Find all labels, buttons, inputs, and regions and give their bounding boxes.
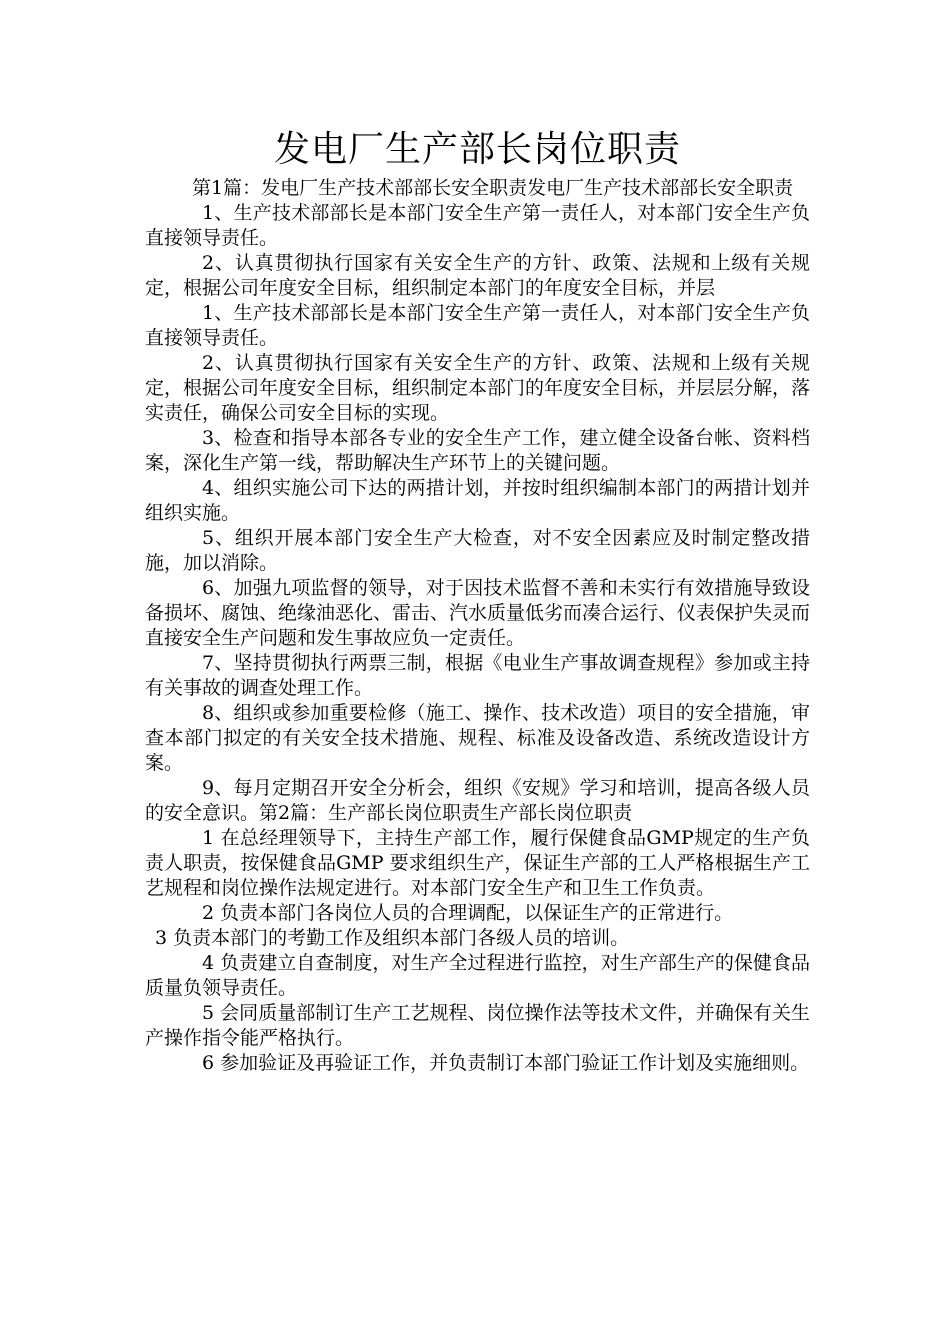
paragraph: 2、认真贯彻执行国家有关安全生产的方针、政策、法规和上级有关规定，根据公司年度安全目标，组织制定本部门的年度安全目标，并层 bbox=[145, 252, 810, 299]
paragraph: 2 负责本部门各岗位人员的合理调配，以保证生产的正常进行。 bbox=[202, 902, 734, 924]
paragraph: 1、生产技术部部长是本部门安全生产第一责任人，对本部门安全生产负直接领导责任。 bbox=[145, 302, 810, 349]
paragraph: 4、组织实施公司下达的两措计划，并按时组织编制本部门的两措计划并组织实施。 bbox=[145, 477, 810, 524]
paragraph: 3 负责本部门的考勤工作及组织本部门各级人员的培训。 bbox=[155, 927, 630, 949]
paragraph: 3、检查和指导本部各专业的安全生产工作，建立健全设备台帐、资料档案，深化生产第一线，帮助解决生产环节上的关键问题。 bbox=[145, 427, 810, 474]
document-page bbox=[145, 124, 810, 1076]
paragraph: 2、认真贯彻执行国家有关安全生产的方针、政策、法规和上级有关规定，根据公司年度安全目标，组织制定本部门的年度安全目标，并层层分解，落实责任，确保公司安全目标的实现。 bbox=[145, 352, 811, 424]
paragraph: 9、每月定期召开安全分析会，组织《安规》学习和培训，提高各级人员的安全意识。第2篇：生产部长岗位职责生产部长岗位职责 bbox=[145, 777, 810, 824]
document-body bbox=[145, 176, 810, 1076]
paragraph: 第1篇：发电厂生产技术部部长安全职责发电厂生产技术部部长安全职责 bbox=[192, 177, 794, 199]
paragraph: 1、生产技术部部长是本部门安全生产第一责任人，对本部门安全生产负直接领导责任。 bbox=[145, 202, 810, 249]
paragraph: 6 参加验证及再验证工作，并负责制订本部门验证工作计划及实施细则。 bbox=[202, 1052, 810, 1074]
paragraph: 5 会同质量部制订生产工艺规程、岗位操作法等技术文件，并确保有关生产操作指令能严格执行。 bbox=[145, 1002, 810, 1049]
paragraph: 1 在总经理领导下，主持生产部工作，履行保健食品GMP规定的生产负责人职责，按保健食品GMP 要求组织生产，保证生产部的工人严格根据生产工艺规程和岗位操作法规定进行。对本部门安全生产和卫生工作负责。 bbox=[145, 827, 810, 899]
paragraph: 4 负责建立自查制度，对生产全过程进行监控，对生产部生产的保健食品质量负领导责任。 bbox=[145, 952, 810, 999]
paragraph: 8、组织或参加重要检修（施工、操作、技术改造）项目的安全措施，审查本部门拟定的有关安全技术措施、规程、标准及设备改造、系统改造设计方案。 bbox=[145, 702, 810, 774]
document-title: 发电厂生产部长岗位职责 bbox=[273, 129, 681, 170]
paragraph: 6、加强九项监督的领导，对于因技术监督不善和未实行有效措施导致设备损坏、腐蚀、绝缘油恶化、雷击、汽水质量低劣而凑合运行、仪表保护失灵而直接安全生产问题和发生事故应负一定责任。 bbox=[145, 577, 811, 649]
paragraph: 7、坚持贯彻执行两票三制，根据《电业生产事故调查规程》参加或主持有关事故的调查处理工作。 bbox=[145, 652, 810, 699]
paragraph: 5、组织开展本部门安全生产大检查，对不安全因素应及时制定整改措施，加以消除。 bbox=[145, 527, 810, 574]
